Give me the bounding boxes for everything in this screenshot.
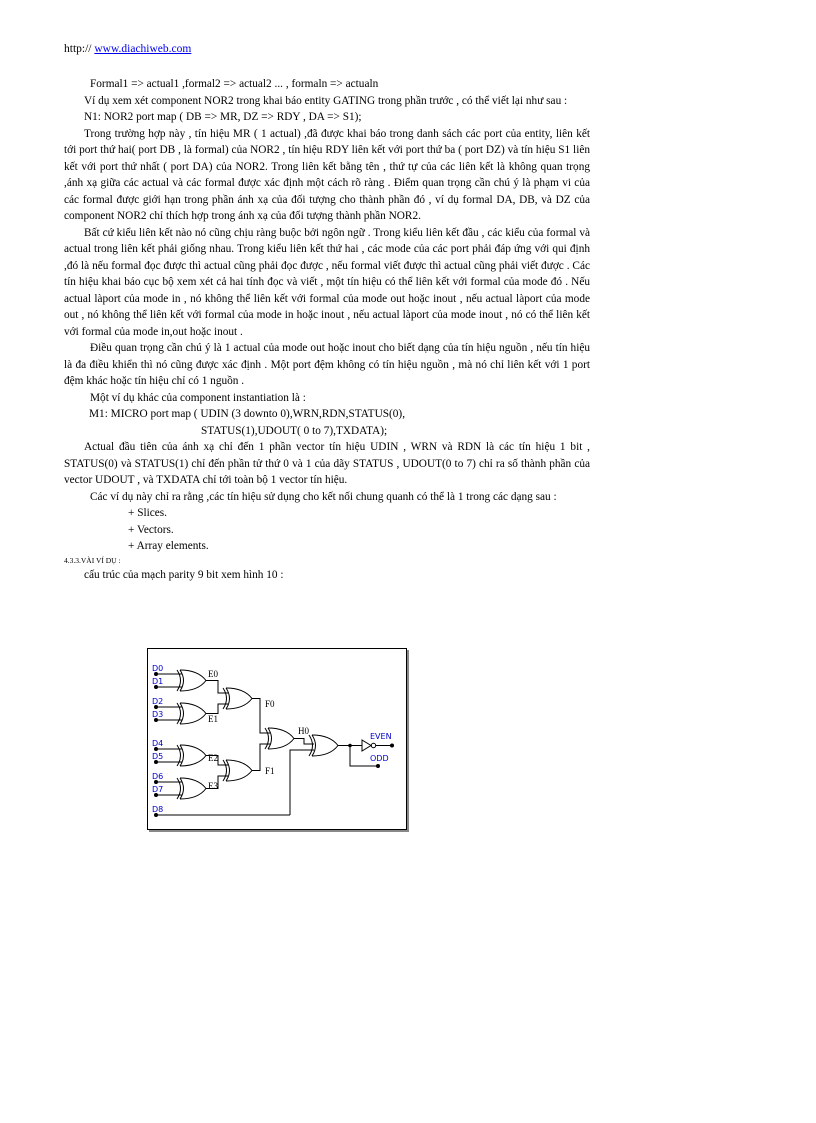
label-h0: H0 [298,726,309,736]
label-d3: D3 [152,710,164,719]
page-header [64,43,191,55]
paragraph-named-association: Trong trường hợp này , tín hiệu MR ( 1 actual) ,đã được khai báo trong danh sách các port của entity, liên kết tới port thứ hai( port DB , là formal) của NOR2 , tín hiệu RDY liên kết với port thứ ba ( port DZ) và tín hiệu S1 liên kết với port thứ nhất ( port DA) của NOR2. Trong liên kết bằng tên , thứ tự của các liên kết là không quan trọng ,ánh xạ giữa các actual và các formal được xác định một cách rõ ràng . Điểm quan trọng cần chú ý là phạm vi của các formal được giới hạn trong phần ánh xạ của đối tượng cho thành phần đó , ví dụ formal DA, DB, và DZ của component NOR2 chỉ thích hợp trong ánh xạ của đối tượng thành phần NOR2. [64,127,590,222]
label-e2: E2 [208,753,218,763]
label-f1: F1 [265,766,275,776]
code-n1: N1: NOR2 port map ( DB => MR, DZ => RDY , DA => S1); [84,111,362,123]
xor-gate-final [309,735,338,756]
bullet-vectors: + Vectors. [128,523,174,536]
label-d2: D2 [152,697,164,706]
document-body [64,76,590,583]
xor-gate-e2 [177,745,206,766]
parity-circuit-figure [147,648,407,830]
label-odd: ODD [370,754,389,763]
paragraph-constraints: Bất cứ kiểu liên kết nào nó cũng chịu ràng buộc bởi ngôn ngữ . Trong kiểu liên kết đầu , các kiểu của formal và actual trong liên kết phải giống nhau. Trong kiểu liên kết thứ hai , các mode của các port phải đáp ứng với qui định ,đó là nếu formal đọc được thì actual cũng phải đọc được , nếu formal viết được thì actual cũng phải viết được . Các tín hiệu khai báo cục bộ xem xét cả hai tính đọc và viết , một tín hiệu có thể liên kết với formal của mode đó . Nếu actual làport của mode in , nó không thể liên kết với formal của mode out hoặc inout , nếu actual làport của mode out , nó không thể liên kết với formal của mode in hoặc inout , nếu actual làport của mode inout , nó có thể liên kết với formal của mode in,out hoặc inout . [64,226,590,338]
code-m1-line2: STATUS(1),UDOUT( 0 to 7),TXDATA); [201,424,388,437]
xor-gate-e3 [177,778,206,799]
label-d8: D8 [152,805,164,814]
paragraph-source-note: Điều quan trọng cần chú ý là 1 actual của mode out hoặc inout cho biết dạng của tín hiệu nguồn , nếu tín hiệu là đa điều khiển thì nó cũng được xác định . Một port đệm không có tín hiệu nguồn , mà nó chỉ liên kết với 1 port đệm khác hoặc tín hiệu chỉ có 1 nguồn . [64,342,590,387]
xor-gate-h0 [265,728,294,749]
paragraph-actual-explanation: Actual đầu tiên của ánh xạ chỉ đến 1 phần vector tín hiệu UDIN , WRN và RDN là các tín hiệu 1 bit , STATUS(0) và STATUS(1) chỉ đến phần tử thứ 0 và 1 của dãy STATUS , UDOUT(0 to 7) chỉ ra số thành phần của vector UDOUT , và TXDATA chỉ tới toàn bộ 1 vector tín hiệu. [64,441,590,486]
xor-gate-e0 [177,670,206,691]
bullet-slices: + Slices. [128,507,168,519]
label-f0: F0 [265,699,275,709]
label-e1: E1 [208,714,218,724]
label-d0: D0 [152,664,164,673]
label-even: EVEN [370,732,392,741]
parity-circuit-diagram [148,649,406,829]
xor-gate-f1 [223,760,252,781]
code-m1-line1: M1: MICRO port map ( UDIN (3 downto 0),WRN,RDN,STATUS(0), [89,408,406,420]
label-d4: D4 [152,739,164,748]
label-e3: E3 [208,781,218,791]
xor-gate-e1 [177,703,206,724]
inverter-even [362,740,376,751]
header-link[interactable]: www.diachiweb.com [94,43,192,55]
label-d1: D1 [152,677,164,686]
label-d5: D5 [152,752,164,761]
header-prefix: http:// [64,43,95,55]
paragraph-nor2-intro: Ví dụ xem xét component NOR2 trong khai báo entity GATING trong phần trước , có thể viết lại như sau : [84,94,568,107]
label-d7: D7 [152,785,164,794]
paragraph-forms-intro: Các ví dụ này chỉ ra rằng ,các tín hiệu sử dụng cho kết nối chung quanh có thể là 1 trong các dạng sau : [90,490,557,503]
label-e0: E0 [208,669,218,679]
association-syntax: Formal1 => actual1 ,formal2 => actual2 ... , formaln => actualn [90,78,379,90]
figure-caption: cấu trúc của mạch parity 9 bit xem hình 10 : [84,568,284,581]
label-d6: D6 [152,772,164,781]
xor-gate-f0 [223,688,252,709]
section-heading: 4.3.3.VÀI VÍ DỤ : [64,555,121,565]
bullet-array-elements: + Array elements. [128,540,209,552]
paragraph-example-intro: Một ví dụ khác của component instantiation là : [90,391,306,404]
